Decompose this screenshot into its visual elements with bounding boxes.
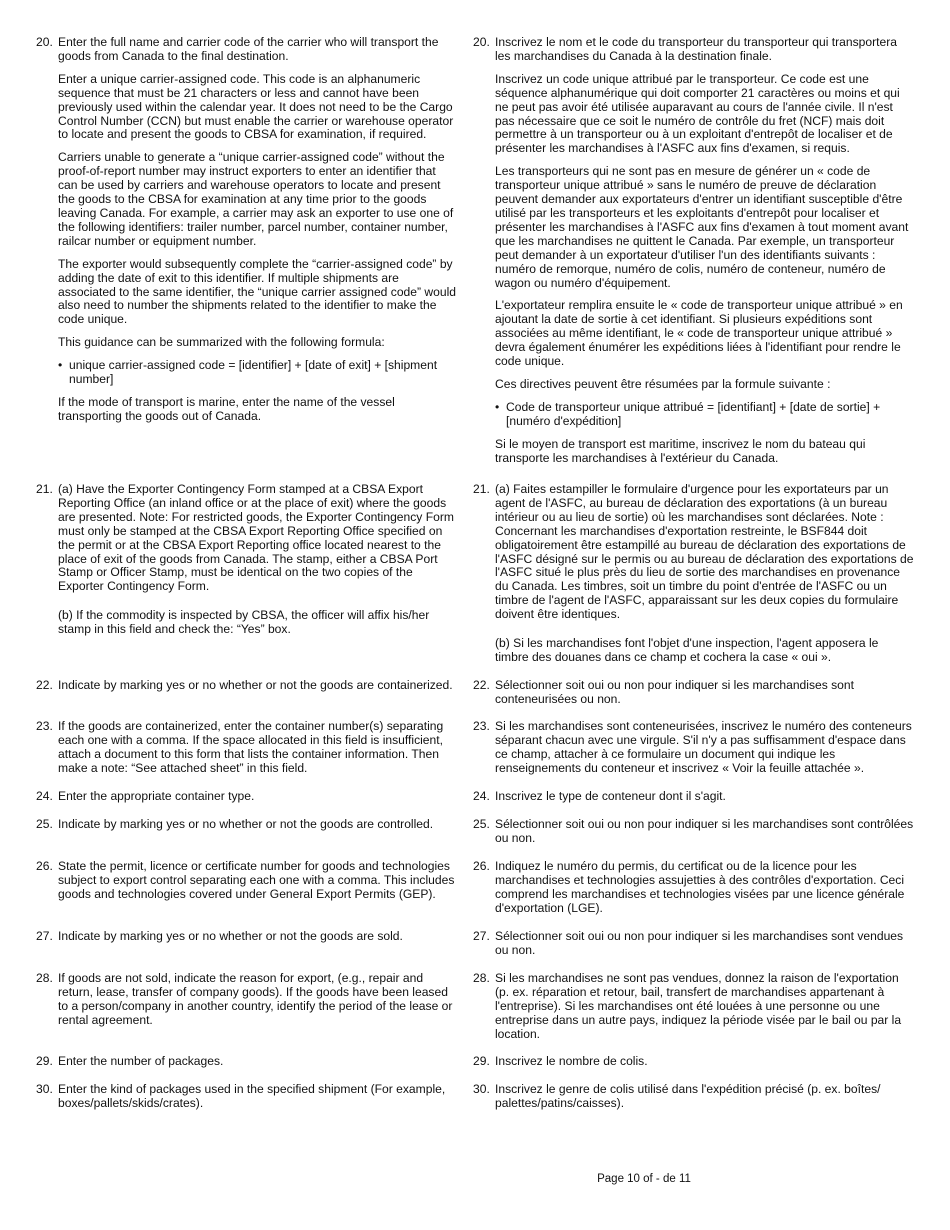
item-28 [473, 972, 915, 1042]
paragraph: Inscrivez un code unique attribué par le transporteur. Ce code est une séquence alphanumérique qui doit comporter 21 caractères ou moins et qui ne peut pas avoir été utilisée auparavant au cours de l'année civile. Il n'est pas nécessaire que ce soit le numéro de contrôle du fret (NCF) mais doit permettre à un transporteur ou à un exploitant d'entrepôt de localiser et de présenter les marchandises à l'ASFC aux fins d'examen, si requis. [495, 71, 900, 156]
item-number: 28. [36, 971, 53, 985]
paragraph: Ces directives peuvent être résumées par la formule suivante : [495, 376, 831, 391]
formula-bullet: • unique carrier-assigned code = [identifier] + [date of exit] + [shipment number] [58, 358, 438, 387]
item-number: 25. [36, 817, 53, 831]
item-number: 29. [473, 1054, 490, 1068]
item-number: 30. [36, 1082, 53, 1096]
paragraph: Enter the kind of packages used in the specified shipment (For example, boxes/pallets/skids/crates). [58, 1082, 446, 1110]
paragraph: Enter the number of packages. [58, 1054, 224, 1068]
paragraph: Carriers unable to generate a “unique carrier-assigned code” without the proof-of-report number may instruct exporters to enter an identifier that can be used by carriers and warehouse operators to locate and present the goods to the CBSA for examination at any time prior to the goods leaving Canada. For example, a carrier may ask an exporter to use one of the following identifiers: trailer number, parcel number, container number, railcar number or equipment number. [58, 150, 454, 248]
item-number: 26. [473, 859, 490, 873]
item-28 [36, 972, 456, 1028]
page-number: Page 10 of - de 11 [597, 1173, 691, 1185]
paragraph: Indiquez le numéro du permis, du certificat ou de la licence pour les marchandises et technologies assujetties à des contrôles d'exportation. Ceci comprend les marchandises et technologies visées par une licence générale d'exportation (LGE). [495, 859, 905, 915]
paragraph: Les transporteurs qui ne sont pas en mesure de générer un « code de transporteur unique attribué » sans le numéro de preuve de déclaration peuvent demander aux exportateurs d'entrer un identifiant susceptible d'être utilisé par les transporteurs et les exploitants d'entrepôt pour localiser et présenter les marchandises à l'ASFC aux fins d'examen à tout moment avant que les marchandises ne quittent le Canada. Par exemple, un transporteur peut demander à un exportateur d'utiliser l'un des identifiants suivants : numéro de remorque, numéro de colis, numéro de conteneur, numéro de wagon ou numéro d'équipement. [495, 164, 909, 290]
item-20 [473, 36, 915, 465]
item-21 [473, 483, 915, 665]
item-27 [473, 930, 915, 958]
item-number: 27. [36, 929, 53, 943]
item-23 [36, 720, 456, 776]
paragraph: Inscrivez le type de conteneur dont il s'agit. [495, 789, 726, 803]
paragraph: If goods are not sold, indicate the reason for export, (e.g., repair and return, lease, transfer of company goods). If the goods have been leased to a person/company in another country, identify the period of the lease or rental agreement. [58, 971, 453, 1027]
paragraph: Indicate by marking yes or no whether or not the goods are controlled. [58, 817, 434, 831]
paragraph: If the mode of transport is marine, enter the name of the vessel transporting the goods out of Canada. [58, 394, 395, 423]
bullet-icon: • [495, 399, 500, 414]
paragraph: Si les marchandises ne sont pas vendues, donnez la raison de l'exportation (p. ex. réparation et retour, bail, transfert de marchandises appartenant à l'entreprise). Si les marchandises ont été louées à une personne ou une entreprise dans un autre pays, indiquez la période visée par le bail ou par la location. [495, 971, 902, 1041]
paragraph: Inscrivez le genre de colis utilisé dans l'expédition précisé (p. ex. boîtes/ palettes/patins/caisses). [495, 1082, 881, 1110]
paragraph: Enter the appropriate container type. [58, 789, 255, 803]
paragraph: Indicate by marking yes or no whether or not the goods are sold. [58, 929, 403, 943]
item-25 [473, 818, 915, 846]
item-number: 24. [473, 789, 490, 803]
item-25 [36, 818, 456, 832]
item-number: 23. [36, 719, 53, 733]
item-20 [36, 36, 456, 424]
item-29 [36, 1055, 456, 1069]
item-number: 27. [473, 929, 490, 943]
item-number: 22. [473, 678, 490, 692]
paragraph: (a) Faites estampiller le formulaire d'urgence pour les exportateurs par un agent de l'ASFC, au bureau de déclaration des exportations (à un bureau intérieur ou au lieu de sortie) où les marchandises sont déclarées. Note : Concernant les marchandises d'exportation restreinte, le BSF844 doit obligatoirement être estampillé au bureau de déclaration des exportations de l'ASFC désigné sur le permis ou au bureau de déclaration des exportations de l'ASFC situé le plus près du lieu de sortie des marchandises en provenance du Canada. Les timbres, soit un timbre du point d'entrée de l'ASFC ou un timbre de l'agent de l'ASFC, apparaissant sur les deux copies du formulaire doivent être identiques. [495, 482, 914, 622]
item-22 [36, 679, 456, 693]
item-22 [473, 679, 915, 707]
item-24 [473, 790, 915, 804]
item-26 [36, 860, 456, 902]
paragraph: (b) If the commodity is inspected by CBSA, the officer will affix his/her stamp in this field and check the: “Yes” box. [58, 608, 430, 637]
item-24 [36, 790, 456, 804]
item-30 [36, 1083, 456, 1111]
item-number: 30. [473, 1082, 490, 1096]
item-27 [36, 930, 456, 944]
item-21 [36, 483, 456, 637]
item-30 [473, 1083, 915, 1111]
paragraph: This guidance can be summarized with the following formula: [58, 335, 385, 350]
paragraph: If the goods are containerized, enter the container number(s) separating each one with a comma. If the space allocated in this field is insufficient, attach a document to this form that lists the container information. Then make a note: “See attached sheet” in this field. [58, 719, 444, 775]
item-number: 24. [36, 789, 53, 803]
item-23 [473, 720, 915, 776]
bullet-icon: • [58, 358, 63, 373]
paragraph: The exporter would subsequently complete the “carrier-assigned code” by adding the date of exit to this identifier. If multiple shipments are associated to the same identifier, the “unique carrier assigned code” would also need to number the shipments related to the identifier to make the code unique. [58, 256, 456, 327]
item-number: 20. [473, 35, 490, 49]
paragraph: Indicate by marking yes or no whether or not the goods are containerized. [58, 678, 453, 692]
paragraph: Enter a unique carrier-assigned code. This code is an alphanumeric sequence that must be 21 characters or less and cannot have been previously used within the calendar year. It does not need to be the Cargo Control Number (CCN) but must enable the carrier or warehouse operator to locate and present the goods to CBSA for examination, if required. [58, 71, 454, 142]
item-29 [473, 1055, 915, 1069]
item-number: 23. [473, 719, 490, 733]
paragraph: L'exportateur remplira ensuite le « code de transporteur unique attribué » en ajoutant la date de sortie à cet identifiant. Si plusieurs expéditions sont associées au même identifiant, le « code de transporteur unique attribué » devra également énumérer les expéditions liées à l'identifiant pour rendre le code unique. [495, 298, 903, 369]
paragraph: (a) Have the Exporter Contingency Form stamped at a CBSA Export Reporting Office (an inland office or at the place of exit) where the goods are presented. Note: For restricted goods, the Exporter Contingency Form must only be stamped at the CBSA Export Reporting Office specified on the permit or at the CBSA Export Reporting office located nearest to the place of exit of the goods from Canada. The stamp, either a CBSA Port Stamp or Officer Stamp, must be identical on the two copies of the Exporter Contingency Form. [58, 482, 454, 594]
item-number: 28. [473, 971, 490, 985]
item-number: 22. [36, 678, 53, 692]
paragraph: Si les marchandises sont conteneurisées, inscrivez le numéro des conteneurs séparant chacun avec une virgule. S'il n'y a pas suffisamment d'espace dans ce champ, attacher à ce formulaire un document qui indique les renseignements du conteneur et inscrivez « Voir la feuille attachée ». [495, 719, 912, 775]
item-number: 25. [473, 817, 490, 831]
formula-bullet: • Code de transporteur unique attribué = [identifiant] + [date de sortie] + [numéro d'expédition] [495, 399, 881, 428]
paragraph: Sélectionner soit oui ou non pour indiquer si les marchandises sont contrôlées ou non. [495, 817, 914, 845]
item-number: 26. [36, 859, 53, 873]
item-number: 21. [473, 482, 490, 496]
paragraph: Inscrivez le nombre de colis. [495, 1054, 648, 1068]
paragraph: (b) Si les marchandises font l'objet d'une inspection, l'agent apposera le timbre des douanes dans ce champ et cochera la case « oui ». [495, 636, 879, 664]
item-number: 29. [36, 1054, 53, 1068]
item-26 [473, 860, 915, 916]
paragraph: Sélectionner soit oui ou non pour indiquer si les marchandises sont vendues ou non. [495, 929, 904, 957]
item-number: 20. [36, 35, 53, 49]
paragraph: Si le moyen de transport est maritime, inscrivez le nom du bateau qui transporte les marchandises à l'extérieur du Canada. [495, 436, 866, 465]
paragraph: Enter the full name and carrier code of the carrier who will transport the goods from Canada to the final destination. [58, 35, 439, 63]
paragraph: State the permit, licence or certificate number for goods and technologies subject to export control separating each one with a comma. This includes goods and technologies covered under General Export Permits (GEP). [58, 859, 455, 901]
item-number: 21. [36, 482, 53, 496]
paragraph: Sélectionner soit oui ou non pour indiquer si les marchandises sont conteneurisées ou non. [495, 678, 854, 706]
paragraph: Inscrivez le nom et le code du transporteur du transporteur qui transportera les marchandises du Canada à la destination finale. [495, 35, 897, 63]
